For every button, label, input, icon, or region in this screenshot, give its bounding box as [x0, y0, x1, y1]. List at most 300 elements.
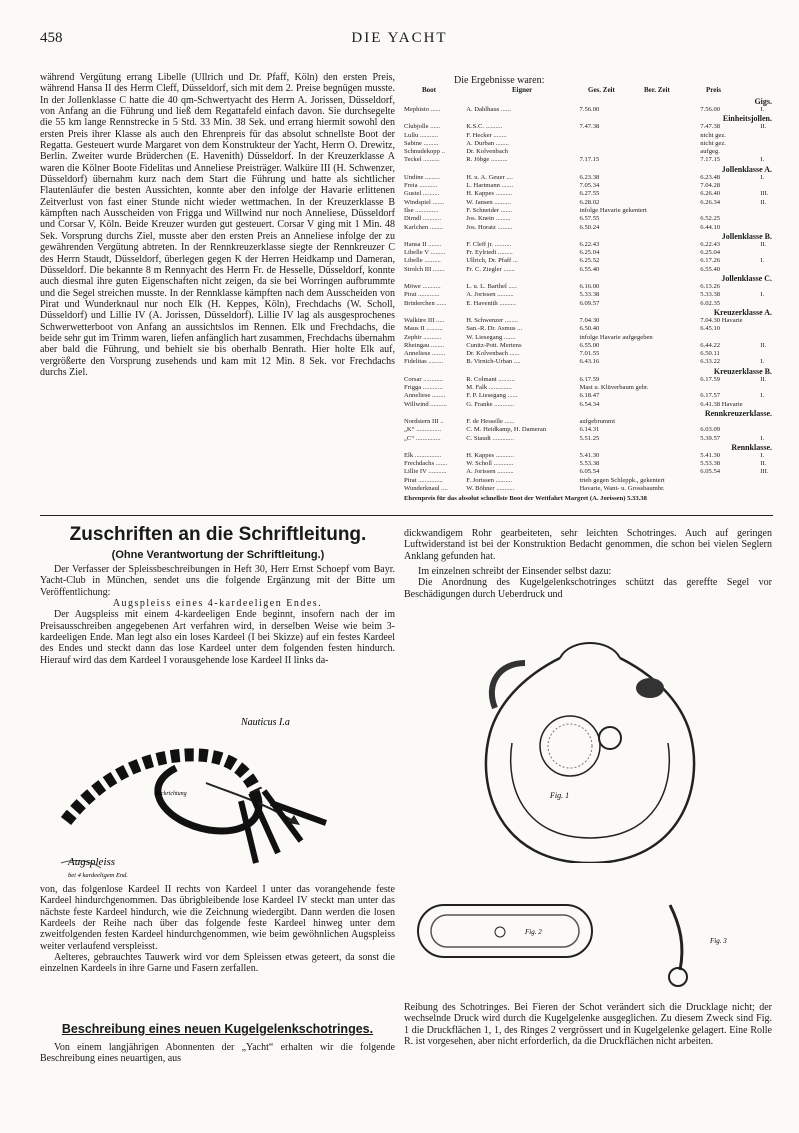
results-row	[404, 392, 772, 400]
corrected-time-cell: nicht gez.	[700, 139, 726, 147]
results-class-heading	[404, 274, 772, 283]
results-row	[404, 325, 772, 333]
results-row	[404, 190, 772, 198]
boat-cell: Fidelitas .........	[404, 358, 444, 366]
owner-cell: Fr. C. Ziegler .......	[466, 265, 515, 273]
class-label: Kreuzerklasse A.	[713, 307, 772, 317]
prize-cell: II.	[760, 375, 767, 383]
boat-cell: Zephir ...........	[404, 333, 442, 341]
corrected-time-cell: 6.44.22	[700, 341, 721, 349]
boat-cell: Rheingau ........	[404, 341, 445, 349]
class-label: Jollenklasse A.	[721, 164, 772, 174]
fig2-ball	[495, 927, 505, 937]
boat-cell: Maus II ..........	[404, 325, 443, 333]
total-time-cell: infolge Havarie aufgegeben	[579, 333, 653, 341]
corrected-time-cell	[700, 384, 760, 392]
boat-cell: Walküre III .....	[404, 316, 445, 324]
boat-cell: Wunderknaul ....	[404, 484, 448, 492]
boat-cell: Sabine .........	[404, 139, 439, 147]
results-class-heading	[404, 443, 772, 452]
corrected-time-cell: 6.50.11	[700, 350, 720, 358]
prize-cell: II.	[760, 240, 767, 248]
article-text-right	[404, 528, 772, 600]
results-row	[404, 224, 772, 232]
owner-cell: K.S.C. ..........	[466, 123, 503, 131]
results-row	[404, 435, 772, 443]
shackle-ring-figure-3	[650, 895, 750, 995]
total-time-cell: Havarie, Want- u. Grossbaumbr.	[579, 484, 665, 492]
prize-cell	[760, 266, 772, 274]
boat-cell: Pirat ...............	[404, 476, 443, 484]
boat-cell: Frechdachs .......	[404, 460, 448, 468]
fig3-ball	[669, 968, 687, 986]
rope-caption-sub: bei 4 kardeeligem End.	[68, 872, 129, 879]
letters-paragraph: Der Verfasser der Spleissbeschreibungen in Heft 30, Herr Ernst Schoepf vom Bayr. Yacht-Club in München, sendet uns die folgende Ergänzung mit der Bitte um Veröffentlichung:	[40, 564, 395, 598]
corrected-time-cell: 7.47.38	[700, 123, 721, 131]
owner-cell: Ullrich, Dr. Pfaff ...	[466, 257, 518, 265]
boat-cell: Nordstern III ..	[404, 417, 444, 425]
letters-subtitle: (Ohne Verantwortung der Schriftleitung.)	[111, 549, 325, 561]
prize-cell	[760, 384, 772, 392]
boat-cell: Anneliese ........	[404, 392, 446, 400]
corrected-time-cell	[700, 485, 760, 493]
prize-cell	[760, 140, 772, 148]
prize-cell	[760, 485, 772, 493]
owner-cell: W. Scholl ............	[466, 460, 514, 468]
sheave-texture	[548, 724, 592, 768]
boat-cell: Anneliese ........	[404, 350, 446, 358]
owner-cell: F. P. Liesegang ......	[466, 392, 518, 400]
total-time-cell: 6.54.34	[579, 400, 600, 408]
boat-cell: Brüderchen ......	[404, 299, 447, 307]
corrected-time-cell: aufgeg.	[700, 148, 720, 156]
class-label: Jollenklasse C.	[721, 274, 772, 284]
total-time-cell: 6.25.52	[579, 257, 600, 265]
results-table-block	[404, 76, 772, 503]
col-corrected-time: Ber. Zeit	[644, 86, 670, 94]
corrected-time-cell: 6.17.59	[700, 375, 721, 383]
prize-cell	[760, 426, 772, 434]
results-column-headers	[404, 86, 772, 95]
results-row	[404, 257, 772, 265]
owner-cell: H. Kappes ..........	[466, 190, 513, 198]
letters-paragraph: Aelteres, gebrauchtes Tauwerk wird vor dem Spleissen etwas geteert, da sonst die einzelnen Kardeels in ihre Garne und Fasern zerfallen.	[40, 952, 395, 975]
article-paragraph: Reibung des Schotringes. Bei Fieren der Schot verändert sich die Drucklage nicht; der wechselnde Druck wird durch die Kugelgelenke ausgeglichen. Zu diesem Zweck sind Fig. 1 die Druckflächen 1, 1, des Ringes 2 vergrössert und in Kugelgelenke gelagert. Eine Rolle R. ist vorgesehen, aber nicht erforderlich, da die Druckflächen nicht arbeiten.	[404, 1002, 772, 1048]
prize-cell: III.	[760, 468, 769, 476]
owner-cell: F. Hecker ........	[466, 131, 507, 139]
results-row	[404, 199, 772, 207]
total-time-cell: 6.18.47	[579, 392, 600, 400]
results-row	[404, 207, 772, 215]
prize-cell: I.	[760, 291, 765, 299]
fig1-label: Fig. 1	[550, 791, 570, 800]
corrected-time-cell: 6.52.25	[700, 215, 721, 223]
results-row	[404, 485, 772, 493]
joint-right	[636, 678, 664, 698]
rope-strand-ends	[241, 791, 326, 863]
results-row	[404, 342, 772, 350]
results-class-heading	[404, 367, 772, 376]
article-paragraph: dickwandigem Rohr gearbeiteten, sehr leichten Schotringes. Auch auf geringen Luftwiderstand ist bei der Konstruktion Bedacht genommen, die schon bei vielen Seglern Anklang gefunden hat.	[404, 528, 772, 562]
letters-paragraph: von, das folgenlose Kardeel II rechts von Kardeel I unter das vorangehende feste Kardeel hindurchgenommen. Das übrigbleibende lose Kardeel IV steckt man unter das nächste feste Kardeel hindurch, wie die Zeichnung wiedergibt. Dann werden die losen Kardeels der Reihe nach über das folgende feste Kardeel hinweg unter dem zweitfolgenden festen Kardeel hindurchgenommen, wie beim gewöhnlichen Augspleiss weiter verlaufend verspleisst.	[40, 884, 395, 952]
total-time-cell: 6.23.38	[579, 173, 600, 181]
corrected-time-cell: 6.13.26	[700, 283, 721, 291]
boat-cell: Ilse ..............	[404, 206, 439, 214]
owner-cell: Dr. Kolvenbach ......	[466, 350, 520, 358]
class-label: Gigs.	[754, 97, 772, 106]
prize-cell	[760, 283, 772, 291]
total-time-cell	[580, 140, 701, 148]
corrected-time-cell: 6.55.40	[700, 265, 721, 273]
owner-cell: Dr. Kolvenbach	[466, 148, 508, 156]
owner-cell: A. Dahlhaus ......	[466, 106, 511, 113]
boat-cell: Gustel ..........	[404, 190, 440, 198]
class-label: Kreuzerklasse B.	[713, 366, 772, 376]
results-intro: Die Ergebnisse waren:	[454, 75, 545, 86]
prize-cell	[760, 215, 772, 223]
corrected-time-cell: 7.04.30 Havarie	[700, 316, 743, 324]
total-time-cell: 6.16.00	[579, 283, 600, 291]
results-row	[404, 241, 772, 249]
section-divider	[40, 515, 773, 516]
prize-cell	[760, 249, 772, 257]
prize-cell: I.	[760, 257, 765, 265]
class-label: Einheitsjollen.	[722, 114, 772, 124]
results-row	[404, 148, 772, 156]
article-paragraph: Die Anordnung des Kugelgelenkschotringes schützt das gereffte Segel vor Beschädigungen durch Ueberdruck und	[404, 577, 772, 600]
total-time-cell: 6.28.02	[579, 198, 600, 206]
boat-cell: Lullu ...........	[404, 131, 439, 139]
results-class-heading	[404, 232, 772, 241]
results-class-heading	[404, 114, 772, 123]
owner-cell: H. Schwenzer ........	[466, 316, 519, 324]
prize-cell: II.	[760, 123, 767, 131]
col-prize: Preis	[706, 86, 722, 94]
boat-cell: Windspiel .......	[404, 198, 445, 206]
results-class-heading	[404, 165, 772, 174]
prize-cell	[760, 325, 772, 333]
owner-cell: W. Böhner ...........	[466, 484, 515, 492]
corrected-time-cell	[700, 418, 760, 426]
prize-cell: II.	[760, 341, 767, 349]
corrected-time-cell: 6.33.22	[700, 358, 721, 366]
total-time-cell	[580, 132, 701, 140]
total-time-cell: 6.55.00	[579, 341, 600, 349]
boat-cell: Libelle ..........	[404, 257, 441, 265]
owner-cell: F. Cleff jr. ..........	[466, 240, 512, 248]
prize-cell: I.	[760, 451, 765, 459]
owner-cell: L. u. L. Barthel .....	[466, 283, 517, 291]
owner-cell: H. u. A. Geuer ....	[466, 173, 513, 181]
boat-cell: Pirat .............	[404, 291, 440, 299]
letters-text	[40, 564, 395, 666]
owner-cell: A. Jorissen ..........	[466, 291, 514, 299]
boat-cell: „C“ ...............	[404, 434, 441, 442]
owner-cell: R. Colmant ..........	[466, 375, 515, 383]
owner-cell: W. Jansen ..........	[466, 198, 511, 206]
results-row	[404, 358, 772, 366]
boat-cell: Teckel ..........	[404, 156, 440, 164]
total-time-cell: 7.56.00	[579, 106, 600, 113]
results-row	[404, 140, 772, 148]
owner-cell: H. Kappes ...........	[466, 451, 514, 459]
boat-cell: Strolch III .......	[404, 265, 445, 273]
boat-cell: Clubjolle ......	[404, 123, 441, 131]
owner-cell: R. Jöbge ..........	[466, 156, 508, 164]
total-time-cell: Mast u. Klüverbaum gebr.	[579, 384, 649, 392]
class-label: Rennkreuzerklasse.	[704, 408, 772, 418]
ring-inner	[511, 743, 670, 838]
top-eye	[560, 643, 620, 658]
owner-cell: A. Jorissen ..........	[466, 468, 514, 476]
letters-paragraph: Der Augspleiss mit einem 4-kardeeligen Ende beginnt, insofern nach der im Preisausschreiben angegebenen Art verfahren wird, in derselben Weise wie beim 3-kardeeligen Ende. Man legt also ein loses Kardeel (I bei Skizze) auf ein festes Kardeel des Endes und steckt dann das lose Kardeel unter dem folgenden festen hindurch. Hierauf wird das dem Kardeel I vorausgehende lose Kardeel II links da-	[40, 609, 395, 666]
col-boat: Boot	[422, 86, 436, 94]
owner-cell: B. Virnich-Urban ....	[466, 358, 521, 366]
class-label: Jollenklasse B.	[721, 231, 772, 241]
corrected-time-cell: 5.39.57	[700, 434, 721, 442]
owner-cell: Cunitz-Pott. Mertens	[466, 341, 522, 349]
boat-cell: Schnudekopp ..	[404, 148, 445, 156]
results-row	[404, 401, 772, 409]
owner-cell: Jos. Horatz .........	[466, 223, 513, 231]
results-row	[404, 418, 772, 426]
owner-cell: W. Liesegang .......	[466, 333, 516, 341]
prize-cell	[760, 182, 772, 190]
boat-cell: Libelle V .........	[404, 249, 446, 257]
rope-splice-sketch	[56, 713, 366, 883]
boat-cell: Mephisto ......	[404, 106, 441, 113]
fig3-arm	[670, 905, 682, 970]
rope-caption: Augspleiss	[68, 856, 116, 868]
prize-cell: II.	[760, 198, 767, 206]
results-row	[404, 384, 772, 392]
results-row	[404, 334, 772, 342]
corrected-time-cell: 6.03.09	[700, 426, 721, 434]
total-time-cell: infolge Havarie gekentert	[579, 206, 647, 214]
total-time-cell: 6.55.40	[579, 265, 600, 273]
col-owner: Eigner	[512, 86, 533, 94]
prize-cell	[760, 477, 772, 485]
results-row	[404, 460, 772, 468]
prize-cell	[760, 207, 772, 215]
total-time-cell: 7.04.30	[579, 316, 600, 324]
prize-cell: I.	[760, 358, 765, 366]
total-time-cell: aufgebrummt	[579, 417, 616, 425]
prize-cell: III.	[760, 190, 769, 198]
prize-cell	[760, 300, 772, 308]
article-text-right-bottom	[404, 1002, 772, 1047]
results-row	[404, 156, 772, 164]
corrected-time-cell: 6.26.34	[700, 198, 721, 206]
owner-cell: C. Staudt .............	[466, 434, 514, 442]
corrected-time-cell: 7.56.00	[700, 106, 721, 113]
owner-cell: C. M. Heidkamp, H. Dameran	[466, 426, 547, 434]
corrected-time-cell	[700, 207, 760, 215]
results-row	[404, 215, 772, 223]
results-row	[404, 266, 772, 274]
boat-cell: Freia ...........	[404, 182, 438, 190]
boat-cell: Dirndl ...........	[404, 215, 441, 223]
boat-cell: Corsar ............	[404, 375, 444, 383]
total-time-cell	[580, 148, 701, 156]
article-title: Beschreibung eines neuen Kugelgelenkschotringes.	[61, 1022, 374, 1036]
results-row	[404, 350, 772, 358]
total-time-cell: 6.25.04	[579, 249, 600, 257]
total-time-cell: 6.14.31	[579, 426, 600, 434]
prize-cell: II.	[760, 460, 767, 468]
race-report-paragraph: während Vergütung errang Libelle (Ullrich und Dr. Pfaff, Köln) den ersten Preis, während Hansa II des Herrn Cleff, Düsseldorf, sich mit dem 2. Preise begnügen musste. In der Jollenklasse C hatte die 40 qm-Schwertyacht des Herrn A. Jorissen, Düsseldorf, von Anfang an die Führung und ließ dem Regattafeld einfach davon. Sie durchsegelte die 55 km lange Rennstrecke in 5 Std. 33 Min. 38 Sek. und errang hiermit sowohl den ersten Preis ihrer Klasse als auch den Ehrenpreis für das absolut schnellste Boot der Regatta. Gesteuert wurde Margaret von dem Konstrukteur der Yacht, Herrn O. Drewitz, Berlin. Zweiter wurde Brüderchen (E. Havenith) Düsseldorf. In der Kreuzerklasse A waren die Kölner Boote Fidelitas und Anneliese Preisträger. Walküre III (H. Schwenzer, Düsseldorf) übernahm kurz nach dem Start die Führung und hatte als sichtlicher Flautenläufer die besten Aussichten, konnte aber den infolge der Havarie erlittenen Zeitverlust von fast einer Stunde nicht wieder wettmachen. In der Kreuzerklasse B kämpften nach Ausscheiden von Frigga und Willwind nur noch Anneliese, Düsseldorf und Corsar V, Köln. Beide Kreuzer wurden gut gesteuert. Corsar V ging mit 1 Min. 48 Sek. Vorsprung durchs Ziel, musste aber den ersten Preis an Anneliese infolge der zu gewährenden Vergütung abtreten. In der Rennkreuzerklasse siegte der Rennkreuzer C des Herrn Staudt, Düsseldorf, überlegen gegen K der Herren Heidkamp und Dameran, Düsseldorf. Die bekannte 8 m Rennyacht des Herrn Fr. de Hesselle, Düsseldorf, konnte auch diesmal ihre guten Eigenschaften nicht zeigen, da sie bei Worringen aufbrummte und die Segel streichen musste. In der Rennklasse kämpften nach dem Ausscheiden von Pirat und Wunderknaul nur noch Elk (H. Keppes, Köln), Frechdachs (W. Scholl, Düsseldorf) und Lillie IV (A. Jorissen, Düsseldorf). Lillie IV lag als ausgesprochenes Schwerwetterboot von Anfang an aussichtslos im Rennen. Elk und Frechdachs, die beide sehr gut im Trimm waren, liefen anfänglich hart zusammen, Frechdachs übernahm aber bald die Führung, und behielt sie bis oberhalb Benrath. Hier holte Elk auf, vergrößerte den Vorsprung zusehends und kam mit 12 Min. 8 Sek. vor Frechdachs durchs Ziel.	[40, 72, 395, 378]
results-class-heading	[404, 308, 772, 317]
results-row	[404, 426, 772, 434]
owner-cell: Fr. Eylriedt .........	[466, 249, 513, 257]
owner-cell: M. Falk ..............	[466, 384, 512, 392]
boat-cell: Willwind ..........	[404, 400, 447, 408]
sheave-ball	[540, 716, 600, 776]
results-row	[404, 376, 772, 384]
corrected-time-cell: 6.45.10	[700, 325, 721, 333]
total-time-cell: 6.17.59	[579, 375, 600, 383]
col-total-time: Ges. Zeit	[588, 86, 615, 94]
owner-cell: Jos. Knein .........	[466, 215, 511, 223]
total-time-cell: 5.51.25	[579, 434, 600, 442]
total-time-cell: 7.17.15	[579, 156, 600, 164]
corrected-time-cell: 6.22.43	[700, 240, 721, 248]
prize-cell	[760, 132, 772, 140]
corrected-time-cell: 7.17.15	[700, 156, 721, 164]
results-row	[404, 300, 772, 308]
corrected-time-cell: 6.05.54	[700, 468, 721, 476]
boat-cell: Frigga ............	[404, 384, 443, 392]
total-time-cell: trieb gegen Schleppk., gekentert	[579, 476, 665, 484]
letters-text-continued	[40, 884, 395, 975]
corrected-time-cell: 6.17.57	[700, 392, 721, 400]
page-header	[0, 30, 799, 52]
prize-cell: I.	[760, 173, 765, 181]
corrected-time-cell: nicht gez.	[700, 131, 726, 139]
results-row	[404, 283, 772, 291]
corrected-time-cell: 6.23.48	[700, 173, 721, 181]
total-time-cell: 7.05.34	[579, 182, 600, 190]
results-table	[404, 97, 772, 493]
prize-cell	[760, 148, 772, 156]
total-time-cell: 6.57.55	[579, 215, 600, 223]
shackle-ring-figure-2	[415, 900, 595, 962]
corrected-time-cell: 6.02.35	[700, 299, 721, 307]
total-time-cell: 7.01.55	[579, 350, 600, 358]
corrected-time-cell: 5.33.38	[700, 291, 721, 299]
results-row	[404, 317, 772, 325]
results-row	[404, 174, 772, 182]
total-time-cell: 6.43.16	[579, 358, 600, 366]
corrected-time-cell: 6.26.40	[700, 190, 721, 198]
total-time-cell: 6.05.54	[579, 468, 600, 476]
corrected-time-cell: 5.41.30	[700, 451, 721, 459]
owner-cell: F. de Hesselle ......	[466, 417, 515, 425]
rope-signature: Nauticus I.a	[241, 717, 290, 728]
total-time-cell: 6.09.57	[579, 299, 600, 307]
results-row	[404, 249, 772, 257]
results-row	[404, 468, 772, 476]
owner-cell: L. Hartmann .......	[466, 182, 514, 190]
class-label: Rennklasse.	[731, 442, 772, 452]
prize-cell	[760, 401, 772, 409]
results-row	[404, 291, 772, 299]
results-class-heading	[404, 97, 772, 106]
article-paragraph: Im einzelnen schreibt der Einsender selbst dazu:	[418, 566, 612, 578]
owner-cell: E. Havenith ..........	[466, 299, 516, 307]
page-number: 458	[40, 30, 63, 46]
boat-cell: Karlchen ........	[404, 223, 443, 231]
owner-cell: F. Jorissen ..........	[466, 476, 513, 484]
prize-cell	[760, 224, 772, 232]
prize-cell: I.	[760, 156, 765, 164]
letters-title: Zuschriften an die Schriftleitung.	[69, 524, 367, 545]
corrected-time-cell: 5.53.38	[700, 460, 721, 468]
boat-cell: Möwe ...........	[404, 283, 441, 291]
total-time-cell: 5.53.38	[579, 460, 600, 468]
owner-cell: San.-R. Dr. Asmus ...	[466, 325, 523, 333]
boat-cell: Undine .........	[404, 173, 440, 181]
fig2-label: Fig. 2	[525, 928, 542, 936]
total-time-cell: 5.33.38	[579, 291, 600, 299]
race-report-text	[40, 72, 395, 378]
corrected-time-cell: 7.04.28	[700, 182, 721, 190]
prize-cell	[760, 334, 772, 342]
results-row	[404, 452, 772, 460]
total-time-cell: 7.47.38	[579, 123, 600, 131]
prize-cell	[760, 418, 772, 426]
splice-heading: Augspleiss eines 4-kardeeligen Endes.	[112, 598, 323, 610]
corrected-time-cell	[700, 477, 760, 485]
results-row	[404, 132, 772, 140]
total-time-cell: 6.27.55	[579, 190, 600, 198]
corrected-time-cell: 6.25.04	[700, 249, 721, 257]
journal-title: DIE YACHT	[351, 30, 448, 46]
corrected-time-cell: 6.41.38 Havarie	[700, 400, 743, 408]
article-text	[40, 1042, 395, 1065]
boat-cell: Lillie IV ...........	[404, 468, 447, 476]
owner-cell: F. Schneider .......	[466, 206, 513, 214]
total-time-cell: 6.50.24	[579, 223, 600, 231]
results-class-heading	[404, 409, 772, 418]
corrected-time-cell: 6.17.26	[700, 257, 721, 265]
arrow-label: Blickrichtung	[154, 791, 187, 797]
honor-prize-note: Ehrenpreis für das absolut schnellste Boot der Wettfahrt Margret (A. Jorissen) 5.33.38	[404, 495, 647, 503]
prize-cell	[760, 317, 772, 325]
fig3-label: Fig. 3	[710, 937, 727, 945]
boat-cell: Elk ................	[404, 451, 442, 459]
total-time-cell: 5.41.30	[579, 451, 600, 459]
corrected-time-cell	[700, 334, 760, 342]
results-row	[404, 123, 772, 131]
roller-r	[599, 727, 621, 749]
prize-cell: I.	[760, 392, 765, 400]
total-time-cell: 6.50.40	[579, 325, 600, 333]
owner-cell: G. Franke ............	[466, 400, 515, 408]
results-row	[404, 106, 772, 114]
total-time-cell: 6.22.43	[579, 240, 600, 248]
prize-cell	[760, 350, 772, 358]
results-row	[404, 477, 772, 485]
prize-cell: I.	[760, 434, 765, 442]
owner-cell: A. Durban ........	[466, 139, 509, 147]
article-paragraph: Von einem langjährigen Abonnenten der „Yacht“ erhalten wir die folgende Beschreibung eines neuartigen, aus	[40, 1042, 395, 1065]
boat-cell: „K“ ...............	[404, 426, 441, 434]
corrected-time-cell: 6.44.10	[700, 223, 721, 231]
prize-cell: I.	[760, 106, 765, 113]
shackle-ring-figure-1	[440, 638, 740, 863]
results-row	[404, 182, 772, 190]
